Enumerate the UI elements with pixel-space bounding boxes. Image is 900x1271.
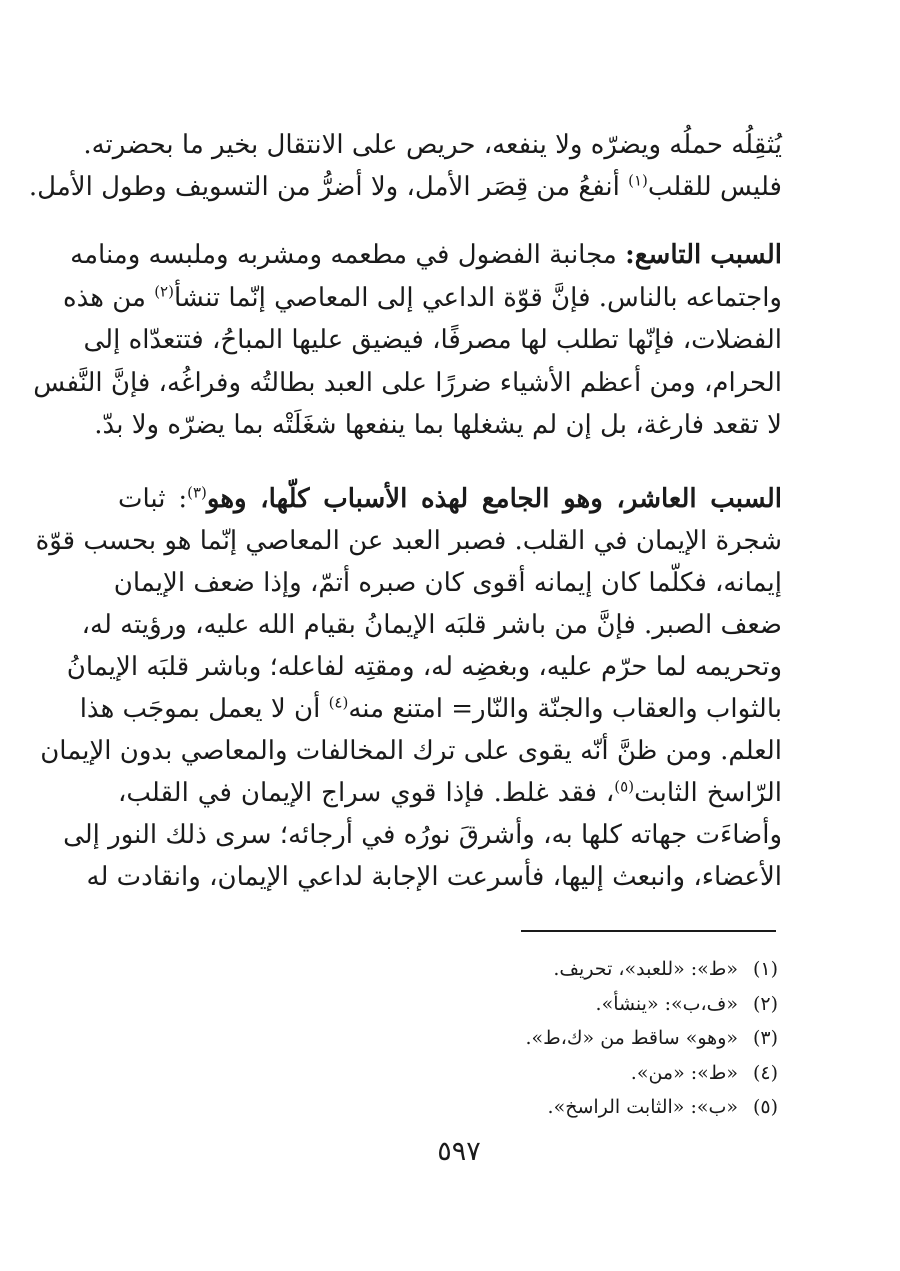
footnote-1 [258,952,778,987]
footnote-number: (١) [752,958,778,980]
line-text: : ثبات [118,484,188,514]
text-line [118,772,782,814]
line-text: الرّاسخ الثابت [634,778,782,808]
footnote-ref-5[interactable]: (٥) [614,777,635,796]
text-line: لا تقعد فارغة، بل إن لم يشغلها بما ينفعها شغَلَتْه بما يضرّه ولا بدّ. [94,410,782,440]
footnote-ref-3[interactable]: (٣) [187,483,207,502]
line-text: ، فقد غلط. فإذا قوي سراج الإيمان في القلب، [118,778,615,808]
line-text: أن لا يعمل بموجَب هذا [79,694,329,724]
footnote-2 [258,987,778,1022]
footnote-number: (٤) [752,1061,778,1084]
paragraph-1 [28,124,782,208]
text-line: إيمانه، فكلّما كان إيمانه أقوى كان صبره أتمّ، وإذا ضعف الإيمان [113,568,782,598]
page-number: ٥٩٧ [437,1136,481,1167]
footnote-ref-4[interactable]: (٤) [328,693,349,712]
text-line: شجرة الإيمان في القلب. فصبر العبد عن المعاصي إنّما هو بحسب قوّة [35,526,782,556]
text-line: الأعضاء، وانبعث إليها، فأسرعت الإجابة لداعي الإيمان، وانقادت له [86,862,782,892]
text-line: يُثقِلُه حملُه ويضرّه ولا ينفعه، حريص على الانتقال بخير ما بحضرته. [83,130,782,160]
text-line: الحرام، ومن أعظم الأشياء ضررًا على العبد بطالتُه وفراغُه، فإنَّ النَّفس [33,367,782,398]
text-line [62,277,782,320]
text-line: الفضلات، فإنّها تطلب لها مصرفًا، فيضيق عليها المباحُ، فتتعدّاه إلى [83,325,782,355]
paragraph-2 [33,234,782,447]
footnote-text: «ط»: «للعبد»، تحريف. [553,958,738,980]
line-text: واجتماعه بالناس. فإنَّ قوّة الداعي إلى المعاصي إنّما تنشأ [173,282,782,313]
footnote-text: «وهو» ساقط من «ك،ط». [525,1027,738,1049]
footnote-5 [258,1090,778,1125]
text-line: العلم. ومن ظنَّ أنّه يقوى على ترك المخالفات والمعاصي بدون الإيمان [40,736,782,766]
footnote-number: (٢) [752,992,778,1015]
footnotes [258,952,778,1125]
footnote-text: «ط»: «من». [630,1061,738,1084]
footnote-ref-1[interactable]: (١) [628,171,648,190]
footnote-ref-2[interactable]: (٢) [154,281,174,300]
text-line: وأضاءَت جهاته كلها به، وأشرقَ نورُه في أرجائه؛ سرى ذلك النور إلى [63,820,782,850]
line-text: أنفعُ من قِصَر الأمل، ولا أضرُّ من التسويف وطول الأمل. [28,172,629,202]
text-line [28,166,782,208]
section-heading-tenth-cause: السبب العاشر، وهو الجامع لهذه الأسباب كلّها، وهو [206,484,782,514]
text-line: ضعف الصبر. فإنَّ من باشر قلبَه الإيمانُ بقيام الله عليه، ورؤيته له، [81,610,782,640]
footnote-divider [521,930,776,932]
footnote-4 [258,1056,778,1091]
line-text: فليس للقلب [647,172,782,202]
text-line [79,688,782,730]
text-line: وتحريمه لما حرّم عليه، وبغضِه له، ومقتِه لفاعله؛ وباشر قلبَه الإيمانُ [66,652,782,682]
line-text: من هذه [62,282,155,313]
footnote-3 [258,1021,778,1056]
section-heading-ninth-cause: السبب التاسع: [625,240,782,270]
paragraph-3 [35,478,782,898]
footnote-number: (٣) [752,1027,778,1049]
line-text: مجانبة الفضول في مطعمه ومشربه وملبسه ومنامه [70,240,626,270]
text-line [70,234,782,277]
footnote-number: (٥) [752,1096,778,1118]
line-text: بالثواب والعقاب والجنّة والنّار= امتنع منه [348,694,782,724]
text-line [118,478,782,520]
footnote-text: «ب»: «الثابت الراسخ». [547,1096,738,1118]
footnote-text: «ف،ب»: «ينشأ». [595,992,738,1015]
